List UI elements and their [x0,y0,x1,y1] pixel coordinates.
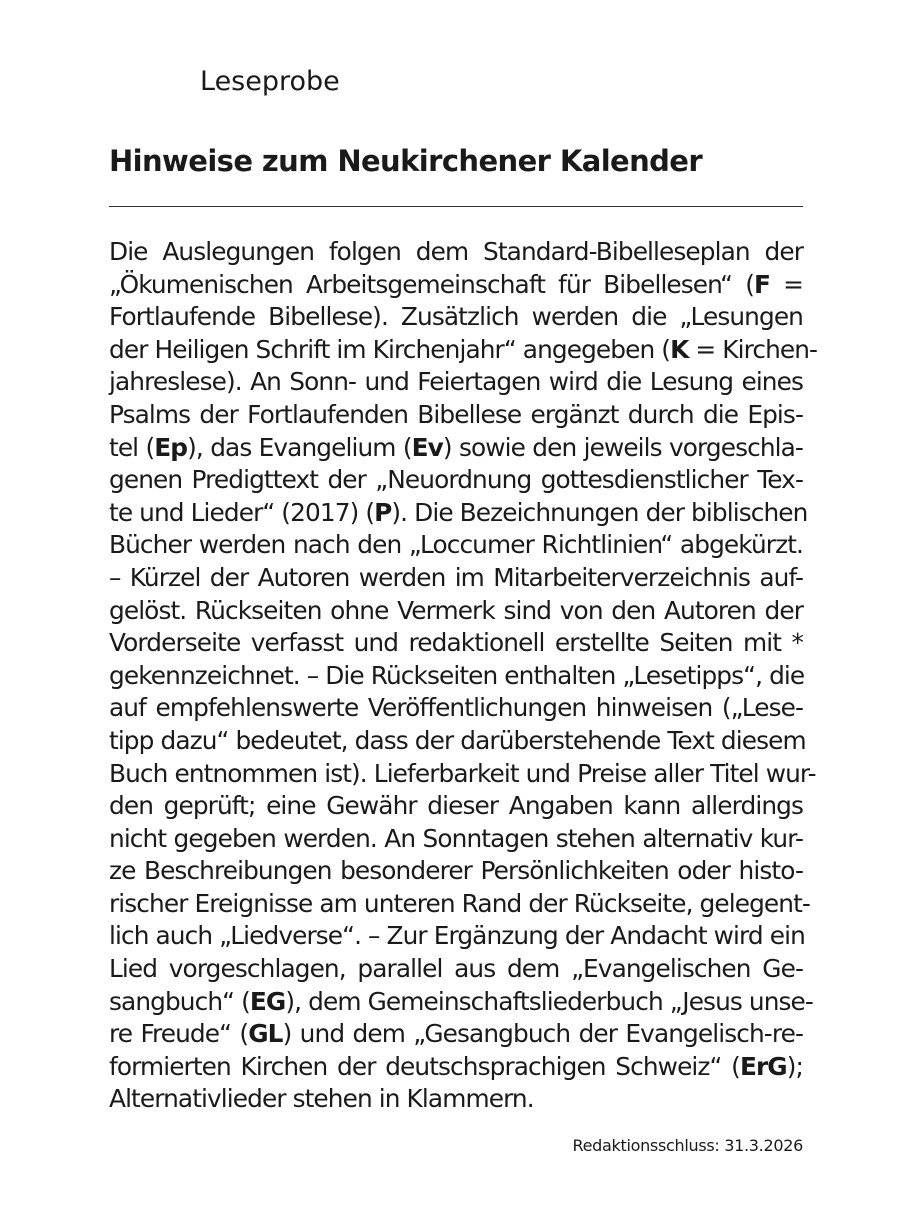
text-segment: Fortlaufende Bibellese). Zusätzlich werden die „Lesungen [109,302,803,332]
text-segment: Die Auslegungen folgen dem Standard-Bibelleseplan der [109,237,803,266]
text-line [109,529,803,562]
text-line [109,920,803,953]
text-line [109,855,803,888]
text-line [109,627,803,660]
text-line [109,725,806,758]
abbreviation-bold: EG [249,986,286,1016]
text-segment: tipp dazu“ bedeutet, dass der darüberstehende Text diesem [109,725,806,755]
text-segment: – Kürzel der Autoren werden im Mitarbeiterverzeichnis auf- [109,562,803,592]
text-line [109,269,803,302]
text-line [109,1018,803,1051]
text-segment: Psalms der Fortlaufenden Bibellese ergänzt durch die Epis- [109,399,803,429]
text-segment: formierten Kirchen der deutschsprachigen Schweiz“ ( [109,1051,740,1081]
text-line [109,953,803,986]
text-segment: Vorderseite verfasst und redaktionell erstellte Seiten mit * [109,628,803,658]
text-segment: rischer Ereignisse am unteren Rand der Rückseite, gelegent- [109,888,810,918]
text-segment: genen Predigttext der „Neuordnung gottesdienstlicher Tex- [109,465,803,495]
text-line [109,888,810,921]
text-segment: den geprüft; eine Gewähr dieser Angaben kann allerdings [109,791,803,821]
text-segment: ) sowie den jeweils vorgeschla- [442,432,803,462]
text-line [109,758,816,791]
abbreviation-bold: GL [248,1019,283,1049]
text-segment: ). Die Bezeichnungen der biblischen [391,497,808,527]
text-line [109,562,803,595]
text-segment: ); [786,1051,803,1081]
text-line [109,595,803,628]
text-line [109,236,803,269]
abbreviation-bold: Ep [154,432,188,462]
text-line [109,497,808,530]
text-segment: Buch entnommen ist). Lieferbarkeit und Preise aller Titel wur- [109,758,816,788]
text-segment: = [770,269,803,299]
text-segment: lich auch „Liedverse“. – Zur Ergänzung der Andacht wird ein [109,921,805,951]
text-segment: nicht gegeben werden. An Sonntagen stehen alternativ kur- [109,823,803,853]
editorial-deadline: Redaktionsschluss: 31.3.2026 [572,1136,803,1155]
abbreviation-bold: Ev [411,432,443,462]
text-segment: jahreslese). An Sonn- und Feiertagen wird die Lesung eines [109,367,803,397]
text-line [109,692,803,725]
text-line [109,986,813,1019]
text-line [109,1051,803,1084]
text-line [109,790,803,823]
text-line [109,334,818,367]
text-segment: ), das Evangelium ( [187,432,412,462]
title-divider [109,206,803,207]
text-segment: Bücher werden nach den „Loccumer Richtlinien“ abgekürzt. [109,530,803,560]
text-line [109,464,803,497]
text-segment: gelöst. Rückseiten ohne Vermerk sind von den Autoren der [109,595,803,625]
text-line [109,399,803,432]
text-segment: Lied vorgeschlagen, parallel aus dem „Evangelischen Ge- [109,954,803,984]
text-segment: gekennzeichnet. – Die Rückseiten enthalten „Lesetipps“, die [109,660,805,690]
text-segment: auf empfehlenswerte Veröffentlichungen hinweisen („Lese- [109,693,803,723]
text-line [109,1083,803,1116]
text-line [109,432,803,465]
text-segment: Alternativlieder stehen in Klammern. [109,1084,534,1114]
text-segment: ) und dem „Gesangbuch der Evangelisch-re- [282,1019,804,1049]
abbreviation-bold: ErG [739,1051,787,1081]
text-segment: sangbuch“ ( [109,986,250,1016]
body-paragraph [109,236,818,1116]
text-line [109,660,803,693]
text-segment: te und Lieder“ (2017) ( [109,497,375,527]
text-line [109,301,803,334]
text-segment: ), dem Gemeinschaftsliederbuch „Jesus unse- [285,986,813,1016]
text-line [109,366,803,399]
text-line [109,823,803,856]
abbreviation-bold: F [753,269,771,299]
text-segment: ze Beschreibungen besonderer Persönlichkeiten oder histo- [109,856,803,886]
text-segment: tel ( [109,432,155,462]
text-segment: re Freude“ ( [109,1019,249,1049]
text-segment: „Ökumenischen Arbeitsgemeinschaft für Bibellesen“ ( [109,269,754,299]
text-segment: = Kirchen- [688,334,818,364]
text-segment: der Heiligen Schrift im Kirchenjahr“ angegeben ( [109,334,671,364]
header-label: Leseprobe [200,66,340,97]
abbreviation-bold: P [374,497,392,527]
abbreviation-bold: K [670,334,689,364]
page-title: Hinweise zum Neukirchener Kalender [109,144,703,178]
